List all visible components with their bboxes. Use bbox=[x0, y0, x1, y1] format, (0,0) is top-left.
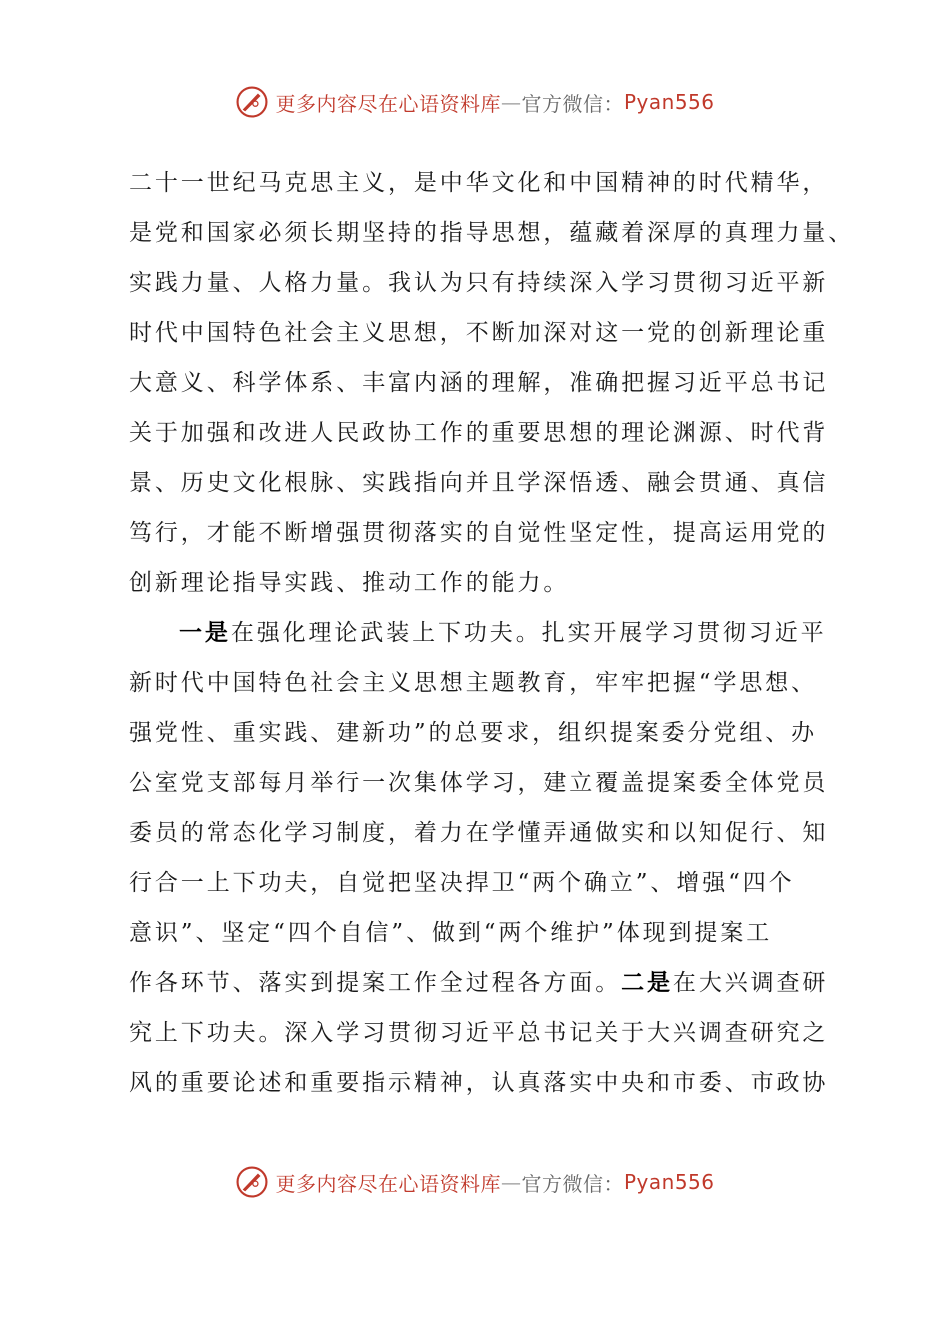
watermark-wechat-label: 官方微信： bbox=[521, 91, 624, 116]
body-line-text: 作各环节、落实到提案工作全过程各方面。 bbox=[129, 970, 622, 996]
body-line: 笃行，才能不断增强贯彻落实的自觉性坚定性，提高运用党的 bbox=[129, 520, 829, 546]
watermark-separator: — bbox=[500, 1170, 522, 1194]
watermark-title: 更多内容尽在心语资料库 bbox=[275, 1171, 501, 1196]
body-line: 行合一上下功夫，自觉把坚决捍卫“两个确立”、增强“四个 bbox=[129, 870, 795, 896]
emphasis-second: 二是 bbox=[621, 969, 673, 996]
watermark-footer bbox=[0, 1160, 950, 1204]
watermark-header bbox=[0, 80, 950, 124]
watermark-wechat-id: Pyan556 bbox=[623, 1170, 715, 1194]
body-line: 新时代中国特色社会主义思想主题教育，牢牢把握“学思想、 bbox=[129, 670, 818, 696]
body-line: 创新理论指导实践、推动工作的能力。 bbox=[129, 570, 570, 596]
watermark-separator: — bbox=[500, 90, 522, 114]
quill-logo-icon bbox=[235, 85, 269, 119]
body-line: 风的重要论述和重要指示精神，认真落实中央和市委、市政协 bbox=[129, 1070, 829, 1096]
body-line: 关于加强和改进人民政协工作的重要思想的理论渊源、时代背 bbox=[129, 420, 829, 446]
watermark-wechat-label: 官方微信： bbox=[521, 1171, 624, 1196]
emphasis-first: 一是 bbox=[179, 619, 231, 646]
quill-logo-icon bbox=[235, 1165, 269, 1199]
watermark-wechat-id: Pyan556 bbox=[623, 90, 715, 114]
body-line: 二十一世纪马克思主义，是中华文化和中国精神的时代精华， bbox=[129, 170, 829, 196]
document-body bbox=[129, 158, 855, 1108]
body-line: 委员的常态化学习制度，着力在学懂弄通做实和以知促行、知 bbox=[129, 820, 829, 846]
body-line: 意识”、坚定“四个自信”、做到“两个维护”体现到提案工 bbox=[129, 920, 773, 946]
body-line-text: 在强化理论武装上下功夫。扎实开展学习贯彻习近平 bbox=[230, 620, 827, 646]
body-line: 大意义、科学体系、丰富内涵的理解，准确把握习近平总书记 bbox=[129, 370, 829, 396]
watermark-title: 更多内容尽在心语资料库 bbox=[275, 91, 501, 116]
body-line: 究上下功夫。深入学习贯彻习近平总书记关于大兴调查研究之 bbox=[129, 1020, 829, 1046]
body-line: 时代中国特色社会主义思想，不断加深对这一党的创新理论重 bbox=[129, 320, 829, 346]
body-line: 实践力量、人格力量。我认为只有持续深入学习贯彻习近平新 bbox=[129, 270, 829, 296]
body-line: 强党性、重实践、建新功”的总要求，组织提案委分党组、办 bbox=[129, 720, 818, 746]
body-line: 是党和国家必须长期坚持的指导思想，蕴藏着深厚的真理力量、 bbox=[129, 220, 855, 246]
body-line: 景、历史文化根脉、实践指向并且学深悟透、融会贯通、真信 bbox=[129, 470, 829, 496]
body-line: 公室党支部每月举行一次集体学习，建立覆盖提案委全体党员 bbox=[129, 770, 829, 796]
body-line-with-emphasis bbox=[129, 958, 849, 1008]
body-line-text: 在大兴调查研 bbox=[672, 970, 829, 996]
paragraph-first-line bbox=[129, 608, 849, 658]
